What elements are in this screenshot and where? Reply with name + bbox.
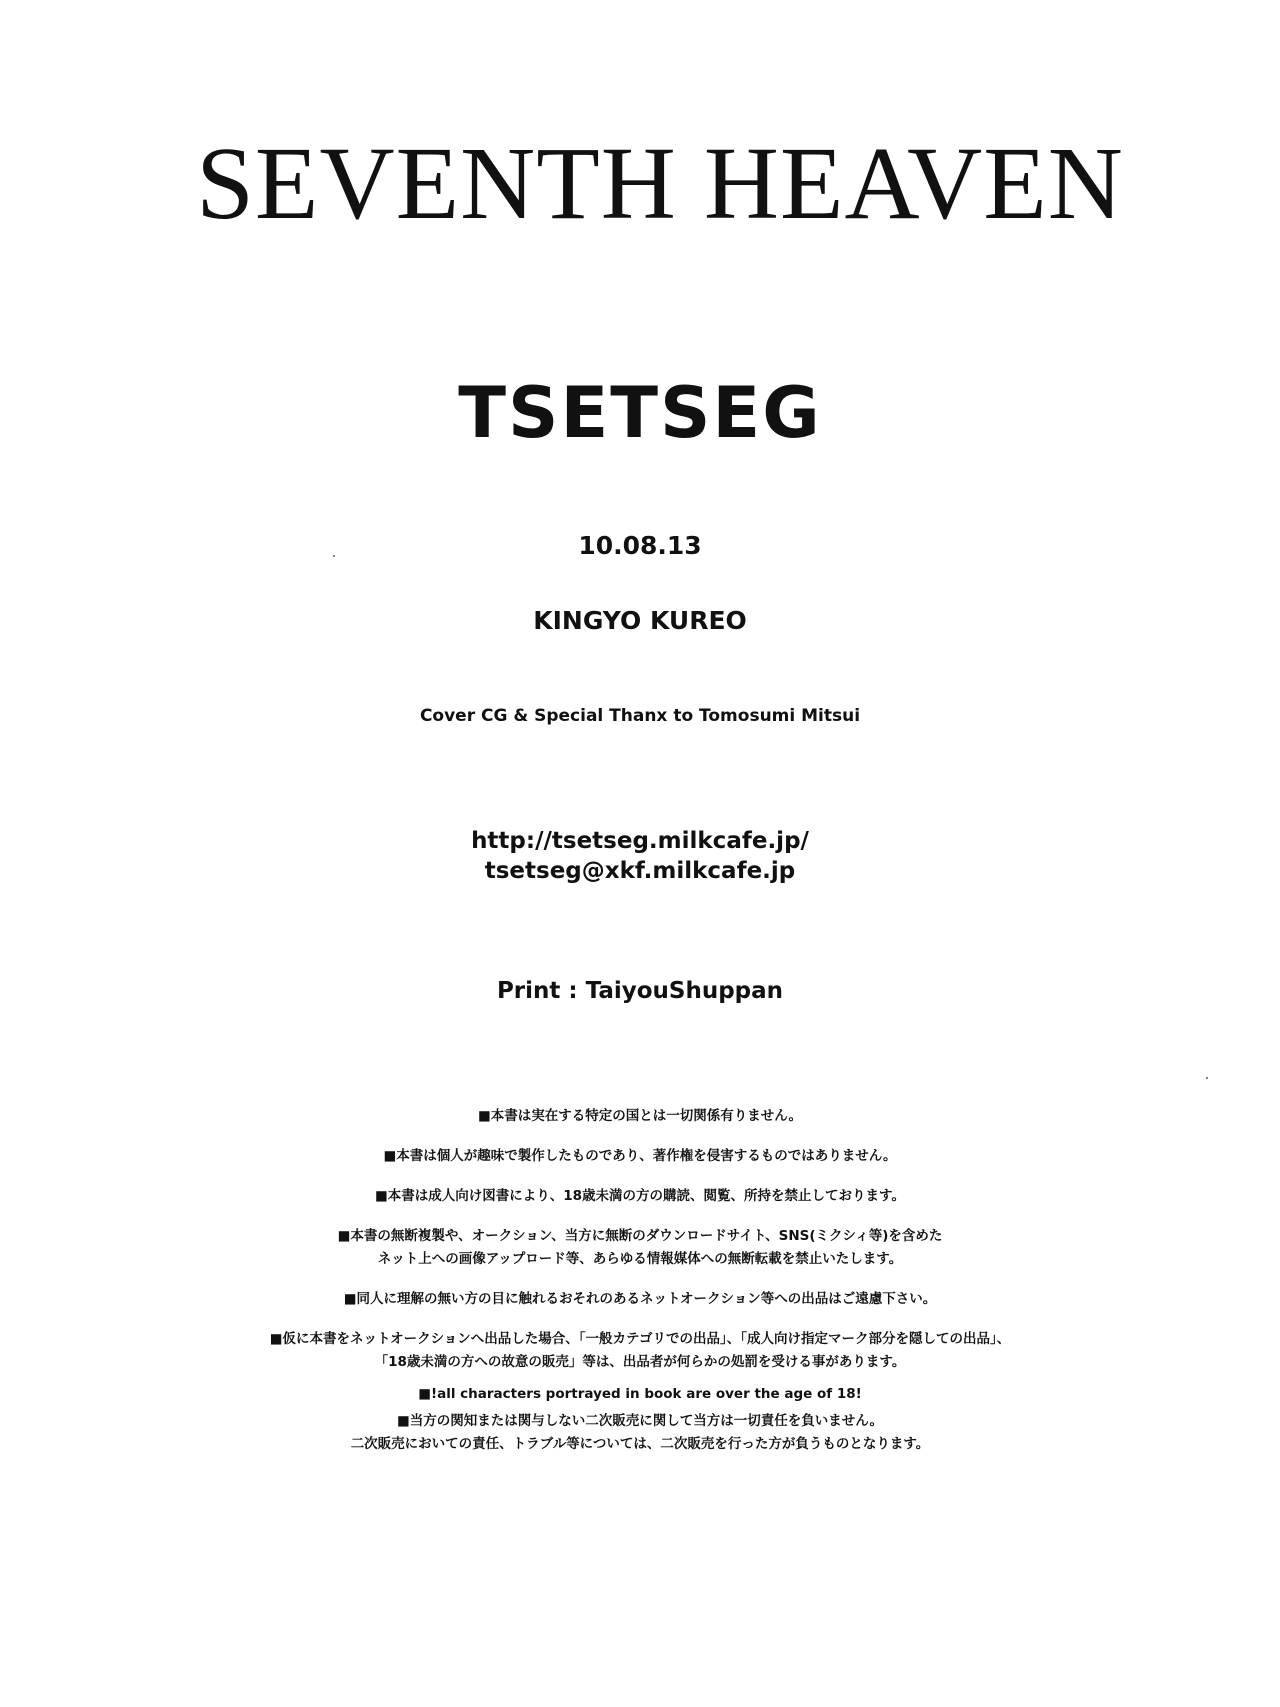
notice-item [0,1145,1280,1168]
notice-list [0,1105,1280,1456]
notice-line: ■当方の関知または関与しない二次販売に関して当方は一切責任を負いません。 [396,1413,884,1429]
notice-line: ■本書は実在する特定の国とは一切関係有りません。 [477,1108,803,1124]
notice-line: 「18歳未満の方への故意の販売」等は、出品者が何らかの処罰を受ける事があります。 [374,1354,906,1370]
notice-line: ■本書は個人が趣味で製作したものであり、著作権を侵害するものではありません。 [383,1148,897,1164]
notice-item [0,1328,1280,1374]
notice-line: 二次販売においての責任、トラブル等については、二次販売を行った方が負うものとなります。 [350,1436,930,1452]
notice-item [0,1383,1280,1406]
scan-speck [1206,1077,1208,1079]
contact-email: tsetseg@xkf.milkcafe.jp [484,858,796,884]
notice-item [0,1105,1280,1128]
notice-item [0,1410,1280,1456]
website-url: http://tsetseg.milkcafe.jp/ [471,828,809,854]
notice-line: ■本書は成人向け図書により、18歳未満の方の購読、閲覧、所持を禁止しております。 [375,1188,905,1204]
author-name: KINGYO KUREO [533,606,747,635]
notice-line: ■本書の無断複製や、オークション、当方に無断のダウンロードサイト、SNS(ミクシィ等)を含めた [337,1228,943,1244]
notice-line: ■!all characters portrayed in book are over the age of 18! [418,1386,862,1402]
notice-item [0,1185,1280,1208]
scan-speck [333,555,335,557]
circle-name: TSETSEG [458,372,822,454]
notice-line: ネット上への画像アップロード等、あらゆる情報媒体への無断転載を禁止いたします。 [377,1251,903,1267]
publication-date: 10.08.13 [578,531,702,560]
notice-line: ■仮に本書をネットオークションへ出品した場合、「一般カテゴリでの出品」、「成人向け指定マーク部分を隠しての出品」、 [269,1331,1011,1347]
printer-credit: Print : TaiyouShuppan [496,978,784,1004]
cover-credit: Cover CG & Special Thanx to Tomosumi Mitsui [419,706,861,726]
notice-item [0,1225,1280,1271]
book-title: SEVENTH HEAVEN [196,126,1124,241]
notice-item [0,1288,1280,1311]
notice-line: ■同人に理解の無い方の目に触れるおそれのあるネットオークション等への出品はご遠慮下さい。 [343,1291,937,1307]
contact-block [0,826,1280,886]
